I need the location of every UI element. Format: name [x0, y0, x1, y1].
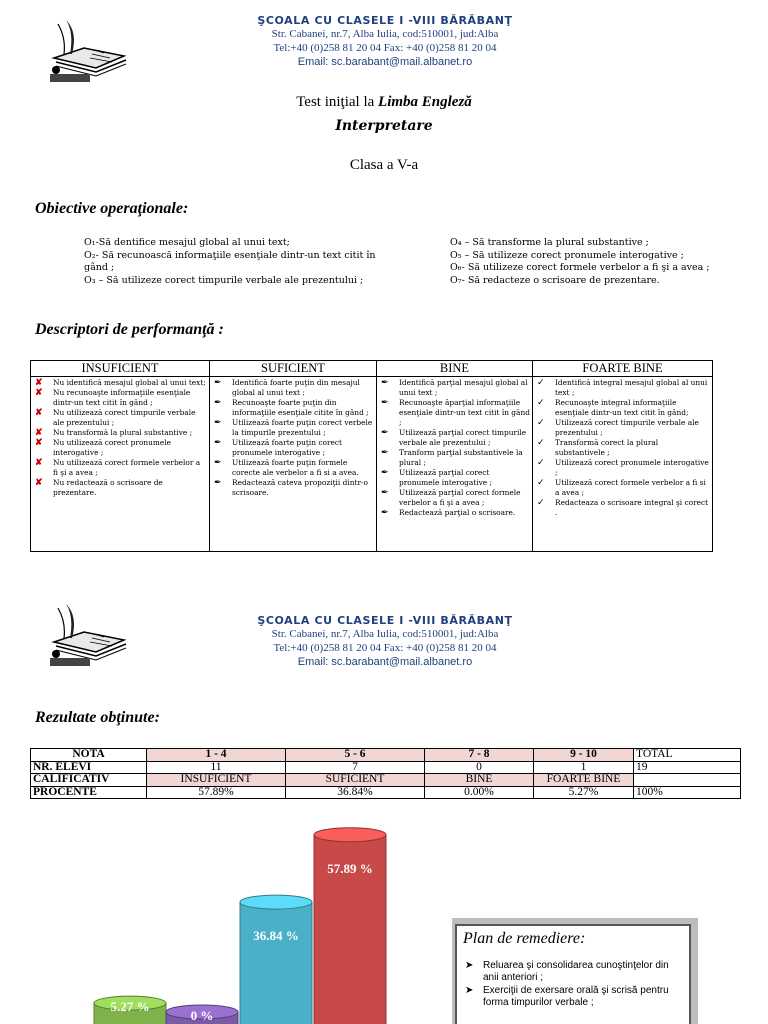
descriptor-item	[379, 468, 530, 488]
check-mark-icon: ✓	[537, 478, 545, 488]
results-cell: FOARTE BINE	[534, 774, 634, 787]
results-heading-text: Rezultate obţinute:	[35, 709, 160, 726]
objective-item: O₁-Să dentifice mesajul global al unui text;	[84, 237, 290, 248]
header-text	[150, 614, 620, 669]
descriptor-item	[33, 378, 207, 388]
descriptor-item-text: Utilizează foarte puţin corect pronumele interogative ;	[232, 438, 342, 457]
descriptor-item	[535, 498, 710, 518]
pen-mark-icon: ✒	[381, 468, 389, 478]
descriptor-item	[379, 488, 530, 508]
descriptor-item	[379, 508, 530, 518]
results-heading	[35, 709, 160, 727]
descriptor-item-text: Nu utilizează corect formele verbelor a fi şi a avea ;	[53, 458, 201, 477]
results-cell: 0	[425, 761, 534, 774]
descriptor-item	[33, 438, 207, 458]
descriptor-item-text: Redactează parţial o scrisoare.	[399, 508, 516, 517]
descriptor-item-text: Nu utilizează corect pronumele interogative ;	[53, 438, 172, 457]
descriptor-item-text: Redactează cateva propoziţii dintr-o scrisoare.	[232, 478, 368, 497]
plan-title: Plan de remediere:	[463, 930, 586, 947]
objective-item: O₅ – Să utilizeze corect pronumele interogative ;	[450, 249, 684, 261]
descriptor-item	[379, 428, 530, 448]
descriptor-item-text: Nu identifică mesajul global al unui text;	[53, 378, 206, 387]
descriptor-item	[535, 438, 710, 458]
results-cell: 7 - 8	[425, 749, 534, 762]
quill-book-logo-icon	[44, 602, 132, 672]
descriptor-item-text: Nu utilizează corect timpurile verbale ale prezentului ;	[53, 408, 196, 427]
results-cell: SUFICIENT	[286, 774, 425, 787]
test-title-prefix: Test iniţial la	[296, 94, 379, 110]
school-address: Str. Cabanei, nr.7, Alba Iulia, cod:510001, jud:Alba	[271, 28, 499, 40]
chart-data-label: 57.89 %	[327, 860, 373, 876]
test-subject: Limba Engleză	[378, 94, 472, 110]
quill-book-logo-icon	[44, 18, 132, 88]
school-email: Email: sc.barabant@mail.albanet.ro	[297, 656, 473, 668]
descriptor-item	[33, 408, 207, 428]
results-cell: 100%	[634, 786, 741, 799]
test-subtitle: Interpretare	[335, 118, 433, 134]
descriptor-item	[379, 378, 530, 398]
descriptor-item-text: Recunoaşte foarte puţin din informaţiile esenţiale citite în gând ;	[232, 398, 369, 417]
plan-item	[463, 960, 683, 984]
chart-bar	[314, 828, 386, 1024]
pen-mark-icon: ✒	[214, 398, 222, 408]
chart-data-label: 5.27 %	[110, 999, 150, 1015]
objective-item: O₄ – Să transforme la plural substantive ;	[450, 237, 649, 248]
cross-mark-icon: ✘	[35, 428, 43, 438]
check-mark-icon: ✓	[537, 498, 545, 508]
descriptor-header-foarte-bine: FOARTE BINE	[533, 361, 713, 377]
descriptor-item-text: Nu transformă la plural substantive ;	[53, 428, 193, 437]
objective-item: O₂- Să recunoască informaţiile esenţiale dintr-un text citit în gând ;	[84, 249, 376, 273]
check-mark-icon: ✓	[537, 418, 545, 428]
descriptor-item-text: Redacteaza o scrisoare integral şi corect .	[555, 498, 709, 517]
row-label: NOTA	[31, 749, 147, 762]
results-cell	[634, 774, 741, 787]
school-phone: Tel:+40 (0)258 81 20 04 Fax: +40 (0)258 81 20 04	[273, 642, 497, 654]
results-cell: 36.84%	[286, 786, 425, 799]
test-title	[0, 94, 768, 111]
pen-mark-icon: ✒	[381, 488, 389, 498]
pen-mark-icon: ✒	[214, 478, 222, 488]
row-label: NR. ELEVI	[31, 761, 147, 774]
cross-mark-icon: ✘	[35, 458, 43, 468]
arrow-bullet-icon: ➤	[465, 960, 474, 971]
descriptor-item-text: Identifică parţial mesajul global al unui text ;	[399, 378, 528, 397]
pen-mark-icon: ✒	[381, 508, 389, 518]
results-cell: TOTAL	[634, 749, 741, 762]
cross-mark-icon: ✘	[35, 438, 43, 448]
results-cell: INSUFICIENT	[147, 774, 286, 787]
check-mark-icon: ✓	[537, 378, 545, 388]
results-cell: 5.27%	[534, 786, 634, 799]
results-table	[30, 748, 741, 799]
descriptor-item	[33, 478, 207, 498]
plan-item-text: Reluarea şi consolidarea cunoştinţelor din anii anteriori ;	[483, 960, 669, 983]
cross-mark-icon: ✘	[35, 388, 43, 398]
school-name: ŞCOALA CU CLASELE I -VIII BĂRĂBANŢ	[257, 614, 513, 627]
descriptor-item-text: Utilizează parţial corect pronumele interogative ;	[399, 468, 493, 487]
results-cell: 19	[634, 761, 741, 774]
school-header-2	[0, 598, 768, 678]
descriptor-item-text: Transformă corect la plural substantivele ;	[555, 438, 659, 457]
header-text	[150, 14, 620, 69]
descriptor-item	[212, 458, 374, 478]
descriptor-cell-suficient	[210, 377, 377, 552]
results-cell: 1	[534, 761, 634, 774]
results-row-procente	[31, 786, 741, 799]
descriptor-item	[212, 398, 374, 418]
pen-mark-icon: ✒	[214, 438, 222, 448]
school-header	[0, 14, 768, 94]
school-name: ŞCOALA CU CLASELE I -VIII BĂRĂBANŢ	[257, 14, 513, 27]
plan-item	[463, 985, 683, 1009]
school-address: Str. Cabanei, nr.7, Alba Iulia, cod:510001, jud:Alba	[271, 628, 499, 640]
descriptor-item	[33, 388, 207, 408]
remediation-plan-shadow	[452, 918, 698, 1024]
results-row-calificativ	[31, 774, 741, 787]
results-row-nota	[31, 749, 741, 762]
cross-mark-icon: ✘	[35, 378, 43, 388]
descriptor-item-text: Nu redactează o scrisoare de prezentare.	[53, 478, 163, 497]
results-cell: 1 - 4	[147, 749, 286, 762]
pen-mark-icon: ✒	[381, 378, 389, 388]
descriptor-header-bine: BINE	[377, 361, 533, 377]
row-label: PROCENTE	[31, 786, 147, 799]
descriptors-table	[30, 360, 713, 552]
objectives-right-column	[450, 237, 750, 287]
descriptor-item	[379, 448, 530, 468]
results-cell: BINE	[425, 774, 534, 787]
results-cell: 5 - 6	[286, 749, 425, 762]
descriptor-item	[535, 478, 710, 498]
check-mark-icon: ✓	[537, 458, 545, 468]
chart-data-label: 36.84 %	[253, 928, 299, 944]
school-email: Email: sc.barabant@mail.albanet.ro	[297, 56, 473, 68]
pen-mark-icon: ✒	[214, 378, 222, 388]
remediation-plan-box	[455, 924, 691, 1024]
descriptor-header-insuficient: INSUFICIENT	[31, 361, 210, 377]
results-cell: 11	[147, 761, 286, 774]
descriptor-item	[535, 418, 710, 438]
descriptor-item	[212, 378, 374, 398]
pen-mark-icon: ✒	[381, 398, 389, 408]
descriptor-item-text: Utilizează corect formele verbelor a fi si a avea ;	[555, 478, 706, 497]
objective-item: O₃ – Să utilizeze corect timpurile verbale ale prezentului ;	[84, 274, 364, 286]
descriptor-item-text: Recunoaşte integral informaţiile esenţiale dintr-un text citit în gând;	[555, 398, 689, 417]
descriptor-item-text: Utilizează parţial corect formele verbelor a fi şi a avea ;	[399, 488, 521, 507]
descriptors-heading: Descriptori de performanţă :	[35, 321, 224, 338]
descriptor-header-suficient: SUFICIENT	[210, 361, 377, 377]
descriptor-item-text: Utilizează foarte puţin corect verbele la timpurile prezentului ;	[232, 418, 373, 437]
descriptor-item	[535, 398, 710, 418]
results-cell: 9 - 10	[534, 749, 634, 762]
descriptor-item-text: Utilizează foarte puţin formele corecte ale verbelor a fi si a avea.	[232, 458, 359, 477]
descriptor-item	[535, 378, 710, 398]
descriptor-item	[535, 458, 710, 478]
descriptor-item	[379, 398, 530, 428]
descriptor-item-text: Identifică integral mesajul global al unui text ;	[555, 378, 708, 397]
arrow-bullet-icon: ➤	[465, 985, 474, 996]
results-cell: 7	[286, 761, 425, 774]
cross-mark-icon: ✘	[35, 408, 43, 418]
results-cell: 0.00%	[425, 786, 534, 799]
check-mark-icon: ✓	[537, 398, 545, 408]
descriptor-item-text: Identifică foarte puţin din mesajul global al unui text ;	[232, 378, 360, 397]
class-label: Clasa a V-a	[349, 157, 419, 173]
plan-list	[463, 960, 683, 1009]
descriptor-item	[33, 458, 207, 478]
descriptor-item	[212, 418, 374, 438]
results-cell: 57.89%	[147, 786, 286, 799]
chart-bar	[240, 895, 312, 1024]
results-row-elevi	[31, 761, 741, 774]
descriptor-item-text: Tranform parţial substantivele la plural ;	[399, 448, 523, 467]
check-mark-icon: ✓	[537, 438, 545, 448]
descriptor-cell-foarte-bine	[533, 377, 713, 552]
descriptor-item	[212, 478, 374, 498]
objectives-heading: Obiective operaţionale:	[35, 200, 189, 217]
pen-mark-icon: ✒	[214, 458, 222, 468]
row-label: CALIFICATIV	[31, 774, 147, 787]
descriptor-cell-insuficient	[31, 377, 210, 552]
descriptor-item-text: Utilizează corect timpurile verbale ale prezentului ;	[555, 418, 699, 437]
school-phone: Tel:+40 (0)258 81 20 04 Fax: +40 (0)258 81 20 04	[273, 42, 497, 54]
descriptor-item-text: Utilizează parţial corect timpurile verbale ale prezentului ;	[399, 428, 527, 447]
objectives-left-column	[84, 237, 384, 287]
chart-data-label: 0 %	[190, 1008, 214, 1023]
pen-mark-icon: ✒	[214, 418, 222, 428]
objective-item: O₆- Să utilizeze corect formele verbelor a fi şi a avea ;	[450, 262, 710, 273]
descriptor-item	[212, 438, 374, 458]
plan-item-text: Exerciţii de exersare orală şi scrisă pentru forma timpurilor verbale ;	[483, 985, 669, 1008]
cross-mark-icon: ✘	[35, 478, 43, 488]
pen-mark-icon: ✒	[381, 428, 389, 438]
descriptor-cell-bine	[377, 377, 533, 552]
results-bar-chart	[0, 820, 450, 1024]
descriptor-item-text: Utilizează corect pronumele interogative ;	[555, 458, 709, 477]
descriptor-item-text: Recunoaşte âparţial informaţiile esenţiale dintr-un text citit în gând ;	[399, 398, 530, 427]
pen-mark-icon: ✒	[381, 448, 389, 458]
descriptor-item	[33, 428, 207, 438]
objective-item: O₇- Să redacteze o scrisoare de prezentare.	[450, 274, 660, 286]
descriptor-item-text: Nu recunoaşte informaţiile esenţiale dintr-un text citit în gând ;	[53, 388, 191, 407]
